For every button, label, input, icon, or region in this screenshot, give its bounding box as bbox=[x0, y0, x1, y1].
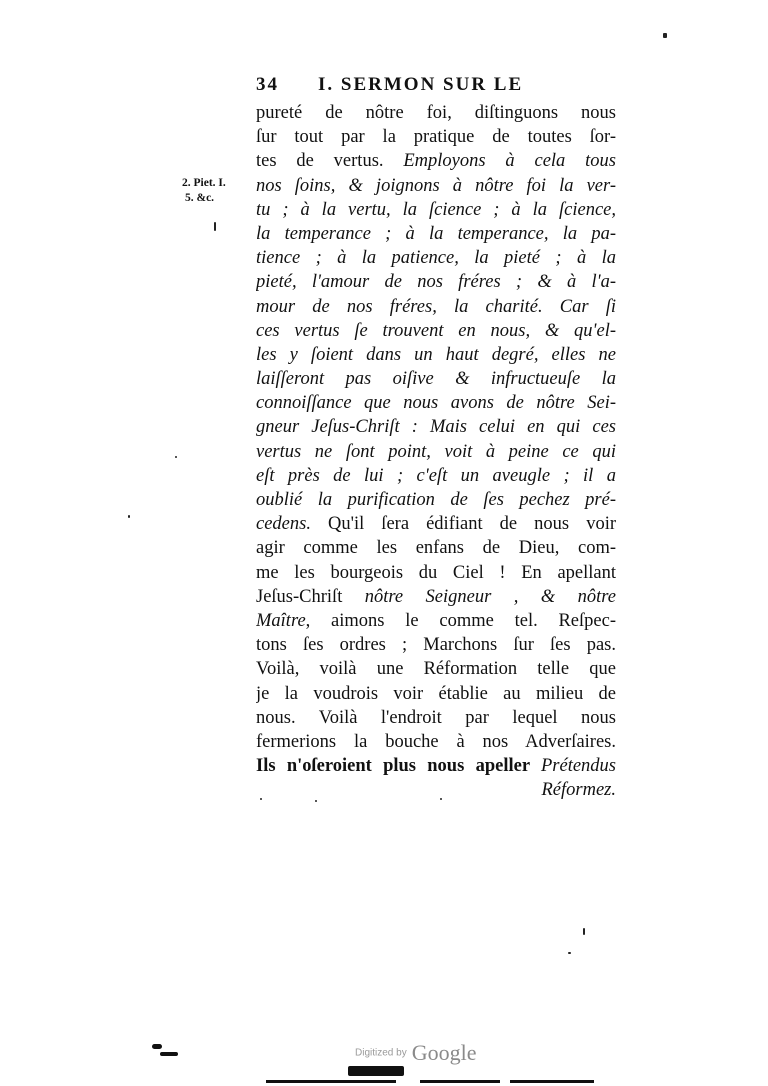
scan-speck bbox=[128, 515, 130, 518]
text-line bbox=[256, 536, 616, 560]
text-line bbox=[256, 198, 616, 222]
text-line bbox=[256, 101, 616, 125]
text-line bbox=[256, 682, 616, 706]
roman-text: agir comme les enfans de Dieu, com- bbox=[256, 538, 616, 559]
running-head bbox=[256, 74, 523, 96]
text-line bbox=[256, 706, 616, 730]
page-number: 34 bbox=[256, 74, 279, 95]
italic-text: gneur Jeſus-Chriſt : Mais celui en qui ces bbox=[256, 417, 616, 438]
scan-smudge bbox=[152, 1044, 162, 1049]
scan-speck bbox=[663, 33, 667, 38]
text-line bbox=[256, 246, 616, 270]
text-line bbox=[256, 391, 616, 415]
roman-text: Voilà, voilà une Réformation telle que bbox=[256, 659, 616, 680]
scan-speck bbox=[315, 800, 317, 802]
scan-speck bbox=[214, 222, 216, 231]
roman-text: tons ſes ordres ; Marchons ſur ſes pas. bbox=[256, 635, 616, 656]
scan-speck bbox=[260, 798, 262, 800]
text-line bbox=[256, 174, 616, 198]
text-line bbox=[256, 440, 616, 464]
scan-speck bbox=[440, 798, 442, 800]
bold-text: Ils n'oſeroient plus nous apeller bbox=[256, 756, 541, 777]
text-line bbox=[256, 609, 616, 633]
text-line bbox=[256, 488, 616, 512]
scan-smudge bbox=[160, 1052, 178, 1056]
italic-text: pieté, l'amour de nos fréres ; & à l'a- bbox=[256, 272, 616, 293]
text-line bbox=[256, 754, 616, 778]
roman-text: Jeſus-Chriſt bbox=[256, 586, 365, 607]
text-line bbox=[256, 633, 616, 657]
text-line bbox=[256, 295, 616, 319]
body-text bbox=[256, 101, 616, 802]
roman-text: pureté de nôtre foi, diſtinguons nous bbox=[256, 103, 616, 123]
italic-text: nos ſoins, & joignons à nôtre foi la ver- bbox=[256, 175, 616, 196]
scan-speck bbox=[583, 928, 585, 935]
italic-text: connoiſſance que nous avons de nôtre Sei- bbox=[256, 393, 616, 414]
watermark-prefix: Digitized by bbox=[355, 1047, 407, 1059]
roman-text: je la voudrois voir établie au milieu de bbox=[256, 683, 616, 704]
text-line bbox=[256, 778, 616, 802]
text-line bbox=[256, 464, 616, 488]
running-title: I. SERMON SUR LE bbox=[318, 74, 524, 95]
text-line bbox=[256, 222, 616, 246]
text-line bbox=[256, 125, 616, 149]
italic-text: eſt près de lui ; c'eſt un aveugle ; il a bbox=[256, 465, 616, 486]
margin-reference-line: 5. &c. bbox=[185, 192, 215, 204]
italic-text: Employons à cela tous bbox=[403, 151, 616, 172]
italic-text: vertus ne ſont point, voit à peine ce qui bbox=[256, 441, 616, 462]
roman-text: , aimons le comme tel. Reſpec- bbox=[305, 610, 616, 631]
text-line bbox=[256, 512, 616, 536]
roman-text: Qu'il ſera édifiant de nous voir bbox=[310, 514, 616, 535]
italic-text: oublié la purification de ſes pechez pré- bbox=[256, 490, 616, 510]
scan-smudge bbox=[348, 1066, 404, 1076]
italic-text: les y ſoient dans un haut degré, elles ne bbox=[256, 344, 616, 365]
roman-text: tes de vertus. bbox=[256, 151, 404, 172]
text-line bbox=[256, 585, 616, 609]
text-line bbox=[256, 415, 616, 439]
italic-text: Réformez. bbox=[541, 780, 616, 801]
scan-edge bbox=[266, 1080, 396, 1083]
roman-text: ſur tout par la pratique de toutes ſor- bbox=[256, 127, 616, 148]
scan-edge bbox=[420, 1080, 500, 1083]
scan-edge bbox=[510, 1080, 594, 1083]
roman-text: nous. Voilà l'endroit par lequel nous bbox=[256, 707, 616, 728]
digitization-watermark bbox=[355, 1040, 477, 1066]
italic-text: mour de nos fréres, la charité. Car ſi bbox=[256, 296, 616, 317]
italic-text: tience ; à la patience, la pieté ; à la bbox=[256, 248, 616, 269]
margin-reference bbox=[182, 176, 226, 206]
roman-text: fermerions la bouche à nos Adverſaires. bbox=[256, 731, 616, 752]
text-line bbox=[256, 561, 616, 585]
italic-text: tu ; à la vertu, la ſcience ; à la ſcience, bbox=[256, 199, 616, 220]
text-line bbox=[256, 730, 616, 754]
watermark-brand: Google bbox=[411, 1040, 477, 1065]
roman-text: me les bourgeois du Ciel ! En apellant bbox=[256, 562, 616, 583]
text-line bbox=[256, 270, 616, 294]
text-line bbox=[256, 343, 616, 367]
italic-text: Maître bbox=[256, 610, 306, 631]
italic-text: cedens. bbox=[256, 514, 311, 535]
italic-text: laiſſeront pas oiſive & infructueuſe la bbox=[256, 369, 616, 390]
italic-text: la temperance ; à la temperance, la pa- bbox=[256, 223, 616, 244]
text-line bbox=[256, 319, 616, 343]
text-line bbox=[256, 367, 616, 391]
italic-text: nôtre Seigneur , & nôtre bbox=[364, 586, 616, 607]
italic-text: Prétendus bbox=[540, 756, 616, 777]
scan-speck bbox=[175, 456, 177, 458]
text-line bbox=[256, 149, 616, 173]
scan-speck bbox=[568, 952, 571, 954]
italic-text: ces vertus ſe trouvent en nous, & qu'el- bbox=[256, 320, 616, 341]
margin-reference-line: 2. Piet. I. bbox=[182, 177, 226, 189]
text-line bbox=[256, 657, 616, 681]
